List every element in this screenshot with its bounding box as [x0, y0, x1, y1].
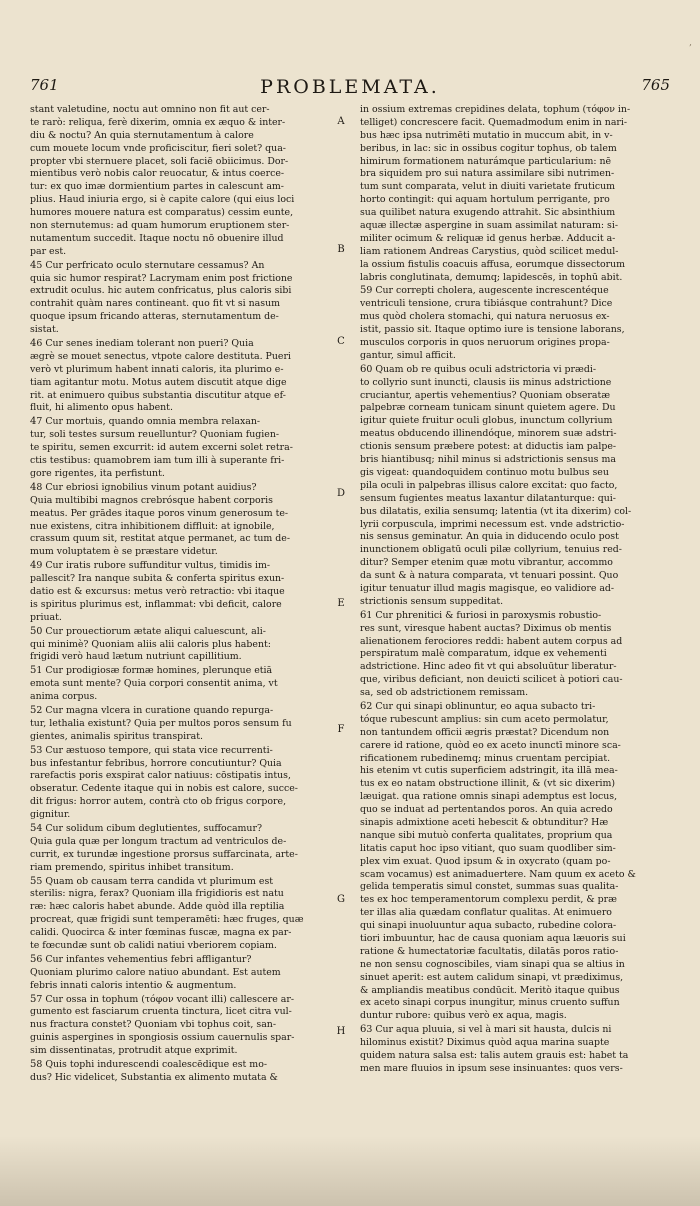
margin-letter: F: [337, 724, 345, 735]
text-line: tur, soli testes sursum reuelluntur? Quoniam fugien-: [30, 429, 280, 441]
text-line: himirum formationem naturámque particularium: nē: [360, 155, 612, 167]
text-line: priuat.: [30, 611, 62, 623]
page-shadow: [0, 1136, 700, 1206]
text-line: sinuet aperit: est autem calidum sinapi, vt prædiximus,: [360, 971, 624, 983]
text-line: calidi. Quocirca & inter fœminas fuscæ, magna ex par-: [30, 927, 292, 939]
text-line: 54 Cur solidum cibum deglutientes, suffocamur?: [30, 822, 262, 834]
text-line: que, viribus deficiant, non deuicti scilicet à potiori cau-: [360, 674, 623, 686]
text-line: datio est & excursus: metus verò retractio: vbi itaque: [30, 585, 285, 597]
text-line: gientes, animalis spiritus transpirat.: [30, 730, 203, 742]
text-line: men mare fluuios in ipsum sese insinuantes: quos vers-: [360, 1062, 623, 1074]
text-line: 47 Cur mortuis, quando omnia membra relaxan-: [30, 416, 261, 428]
text-line: sinapis admixtione aceti hebescit & obtunditur? Hæ: [360, 816, 609, 828]
text-line: contrahit quàm nares contineant. quo fit vt si nasum: [30, 298, 281, 310]
text-line: in ossium extremas crepidines delata, tophum (τόφον in-: [360, 104, 631, 115]
margin-letter: H: [336, 1026, 346, 1037]
text-line: alienationem ferociores reddi: habent autem corpus ad: [360, 635, 623, 647]
margin-letter: E: [337, 598, 345, 609]
text-line: nutamentum succedit. Itaque noctu nō obuenire illud: [30, 232, 284, 244]
text-line: bris hiantibusq; nihil minus si adstrictionis sensus ma: [360, 454, 616, 466]
text-line: par est.: [30, 245, 67, 257]
text-line: ter illas alia quædam conflatur qualitas. At enimuero: [360, 907, 612, 919]
text-line: cum mouete locum vnde proficiscitur, fieri solet? qua-: [30, 142, 286, 154]
left-text-column: [30, 104, 322, 1085]
text-line: tus ex eo natam obstructione illinit, & (vt sic dixerim): [360, 778, 616, 790]
text-line: læuigat. qua ratione omnis sinapi ademptus est locus,: [360, 791, 618, 803]
text-line: 61 Cur phrenitici & furiosi in paroxysmis robustio-: [360, 609, 602, 621]
text-line: riam premendo, spiritus inhibet transitum.: [30, 861, 234, 873]
text-line: mus quòd cholera stomachi, qui natura neruosus ex-: [360, 311, 610, 323]
text-line: 53 Cur æstuoso tempore, qui stata vice recurrenti-: [30, 744, 273, 756]
text-line: emota sunt mente? Quia corpori consentit anima, vt: [30, 678, 278, 690]
text-line: tes ex hoc temperamentorum complexu perdit, & præ: [360, 894, 617, 906]
text-line: 50 Cur prouectiorum ætate aliqui caluescunt, ali-: [30, 625, 266, 637]
text-line: Quoniam plurimo calore natiuo abundant. Est autem: [30, 966, 281, 978]
text-line: 57 Cur ossa in tophum (τόφον vocant illi) callescere ar-: [30, 993, 295, 1005]
text-line: 51 Cur prodigiosæ formæ homines, plerunque etiā: [30, 665, 273, 677]
text-line: aquæ illectæ aspergine in suam assimilat naturam: si-: [360, 220, 619, 232]
text-line: 48 Cur ebriosi ignobilius vinum potant auidius?: [30, 481, 257, 493]
text-line: bra siquidem pro sui natura assimilare sibi nutrimen-: [360, 168, 615, 180]
text-line: sistat.: [30, 324, 59, 336]
text-line: beribus, in lac: sic in ossibus cogitur tophus, ob talem: [360, 142, 617, 154]
text-line: strictionis sensum suppeditat.: [360, 595, 504, 607]
text-line: scam vocamus) est animaduertere. Nam quum ex aceto &: [360, 868, 636, 880]
text-line: frigidi verò haud lætum nutriunt capillitium.: [30, 651, 242, 663]
text-line: militer ocimum & reliquæ id genus herbæ. Adducit a-: [360, 232, 616, 244]
text-line: Quia gula quæ per longum tractum ad ventriculos de-: [30, 835, 287, 847]
text-line: his etenim vt cutis superficiem adstringit, ita illā mea-: [360, 765, 618, 777]
text-line: nanque sibi mutuò conferta qualitates, proprium qua: [360, 829, 613, 841]
text-line: plex vim exuat. Quod ipsum & in oxycrato (quam po-: [360, 855, 611, 867]
text-line: bus hæc ipsa nutrimēti mutatio in muccum abit, in v-: [360, 129, 613, 141]
text-line: hilominus existit? Diximus quòd aqua marina suapte: [360, 1037, 610, 1049]
left-page-number: 761: [30, 76, 59, 94]
text-line: gis vigeat: quandoquidem continuo motu bulbus seu: [360, 466, 609, 478]
text-line: gumento est fasciarum cruenta tinctura, licet citra vul-: [30, 1006, 292, 1018]
text-line: 52 Cur magna vlcera in curatione quando repurga-: [30, 704, 274, 716]
text-line: bus dilatatis, exilia sensumq; latentia (vt ita dixerim) col-: [360, 505, 632, 517]
text-line: non tantundem officii ægris præstat? Dicendum non: [360, 726, 610, 738]
text-line: ne non sensu cognoscibiles, viam sinapi qua se altius in: [360, 958, 625, 970]
text-line: tiam agitantur motu. Motus autem discutit atque dige: [30, 376, 287, 388]
text-line: pila oculi in palpebras illisus calore excitat: quo facto,: [360, 479, 618, 491]
text-line: carere id ratione, quòd eo ex aceto inunctī minore sca-: [360, 739, 621, 751]
text-line: inunctionem obligatū oculi pilæ collyrium, tenuius red-: [360, 544, 622, 556]
margin-letter: D: [336, 488, 346, 499]
text-line: tur, lethalia existunt? Quia per multos poros sensum fu: [30, 717, 292, 729]
text-line: dit frigus: horror autem, contrà cto ob frigus corpore,: [30, 796, 287, 808]
text-line: da sunt & à natura comparata, vt tenuari possint. Quo: [360, 570, 619, 582]
text-line: tiori imbuuntur, hac de causa quoniam aqua læuoris sui: [360, 933, 626, 944]
text-line: 49 Cur iratis rubore suffunditur vultus, timidis im-: [30, 560, 271, 572]
text-line: propter vbi sternuere placet, soli faciē obiicimus. Dor-: [30, 155, 289, 167]
text-line: is spiritus plurimus est, inflammat: vbi deficit, calore: [30, 598, 282, 610]
text-line: 55 Quam ob causam terra candida vt plurimum est: [30, 875, 274, 887]
text-line: istit, passio sit. Itaque optimo iure is tensione laborans,: [360, 324, 625, 336]
text-line: 63 Cur aqua pluuia, si vel à mari sit hausta, dulcis ni: [360, 1024, 612, 1036]
text-line: gore rigentes, ita perfistunt.: [30, 467, 165, 479]
text-line: Quia multibibi magnos crebrósque habent corporis: [30, 494, 273, 506]
text-line: tum sunt comparata, velut in diuiti varietate fruticum: [360, 181, 615, 193]
text-line: diu & noctu? An quia sternutamentum à calore: [30, 129, 254, 141]
text-line: ditur? Semper etenim quæ motu vibrantur, accommo: [360, 557, 613, 569]
text-line: stant valetudine, noctu aut omnino non fit aut cer-: [30, 104, 270, 115]
text-line: gignitur.: [30, 809, 71, 821]
text-line: mum voluptatem è se præstare videtur.: [30, 546, 218, 558]
text-line: 58 Quis tophi indurescendi coalescēdique est mo-: [30, 1059, 268, 1071]
text-line: quidem natura salsa est: talis autem grauis est: habet ta: [360, 1050, 629, 1062]
text-line: igitur tenuatur illud magis magisque, eo validiore ad-: [360, 582, 615, 594]
margin-letter: A: [337, 116, 345, 127]
text-line: ægrè se mouet senectus, vtpote calore destituta. Pueri: [30, 350, 291, 362]
text-line: lyrii corpuscula, imprimi necessum est. vnde adstrictio-: [360, 518, 625, 530]
text-line: anima corpus.: [30, 691, 98, 703]
text-line: te rarò: reliqua, ferè dixerim, omnia ex æquo & inter-: [30, 116, 286, 128]
text-line: plius. Haud iniuria ergo, si è capite calore (qui eius loci: [30, 194, 295, 206]
text-line: palpebræ corneam tunicam sinunt quietem agere. Du: [360, 402, 616, 414]
text-line: qui minimè? Quoniam aliis alii caloris plus habent:: [30, 638, 271, 650]
text-line: 46 Cur senes inediam tolerant non pueri? Quia: [30, 338, 254, 350]
page-header: [30, 76, 670, 102]
text-line: musculos corporis in quos neruorum origines propa-: [360, 337, 610, 349]
margin-letter: G: [337, 894, 345, 905]
text-line: ctis testibus: quamobrem iam tum illi à superante fri-: [30, 455, 285, 467]
text-line: meatus obducendo illinendóque, minorem suæ adstri-: [360, 428, 617, 440]
text-line: & ampliandis meatibus condūcit. Meritò itaque quibus: [360, 984, 620, 996]
text-line: 59 Cur correpti cholera, augescente increscentéque: [360, 285, 609, 297]
text-line: la ossium fistulis coacuis affusa, eorumque dissectorum: [360, 258, 626, 270]
text-line: extrudit oculus. hic autem confricatus, plus caloris sibi: [30, 285, 292, 297]
text-line: febris innati caloris intentio & augmentum.: [30, 979, 237, 991]
text-line: mientibus verò nobis calor reuocatur, & intus coerce-: [30, 168, 285, 180]
text-line: fluit, hi alimento opus habent.: [30, 402, 173, 414]
text-line: horto contingit: qui aquam hortulum perrigante, pro: [360, 194, 610, 206]
text-line: to collyrio sunt inuncti, clausis iis minus adstrictione: [360, 376, 612, 388]
text-line: duntur rubore: quibus verò ex aqua, magis.: [360, 1010, 567, 1022]
text-line: quoque ipsum fricando atteras, sternutamentum de-: [30, 311, 279, 323]
text-line: meatus. Per grādes itaque poros vinum generosum te-: [30, 507, 289, 519]
text-line: labris conglutinata, demumq; lapidescēs, in tophū abit.: [360, 271, 623, 283]
text-line: tóque rubescunt amplius: sin cum aceto permolatur,: [360, 713, 609, 725]
text-line: sterilis: nigra, ferax? Quoniam illa frigidioris est natu: [30, 888, 284, 900]
text-line: res sunt, viresque habent auctas? Diximus ob mentis: [360, 622, 612, 634]
text-line: guinis aspergines in spongiosis ossium cauernulis spar-: [30, 1032, 295, 1044]
text-line: gelida temperatis simul constet, summas suas qualita-: [360, 881, 619, 893]
text-line: ex aceto sinapi corpus inungitur, minus cruento suffun: [360, 997, 620, 1009]
text-line: ræ: hæc caloris habet abunde. Adde quòd illa reptilia: [30, 901, 285, 913]
text-line: te spiritu, semen excurrit: id autem excerni solet retra-: [30, 442, 293, 454]
text-line: adstrictione. Hinc adeo fit vt qui absoluūtur liberatur-: [360, 661, 617, 673]
text-line: humores mouere natura est comparatus) cessim eunte,: [30, 207, 294, 219]
text-line: tur: ex quo imæ dormientium partes in calescunt am-: [30, 181, 284, 193]
text-line: sensum fugientes meatus laxantur dilatanturque: qui-: [360, 492, 616, 504]
text-line: 62 Cur qui sinapi oblinuntur, eo aqua subacto tri-: [360, 700, 596, 712]
running-title: PROBLEMATA.: [260, 76, 440, 98]
text-line: nis sensus geminatur. An quia in diducendo oculo post: [360, 531, 619, 543]
text-line: ctionis sensum præbere potest: at diductis iam palpe-: [360, 441, 617, 453]
text-line: ratione & humectatoriæ facultatis, dilatās poros ratio-: [360, 945, 619, 957]
text-line: rarefactis poris exspirat calor natiuus: cōstipatis intus,: [30, 770, 291, 782]
text-line: quo se induat ad pertentandos poros. An quia acredo: [360, 804, 613, 816]
text-line: te fœcundæ sunt ob calidi natiui vberiorem copiam.: [30, 940, 277, 951]
text-line: pallescit? Ira nanque subita & conferta spiritus exun-: [30, 573, 285, 585]
text-line: ventriculi tensione, crura tibiásque contrahunt? Dice: [360, 298, 613, 310]
text-line: sim dissentinatas, protrudit atque exprimit.: [30, 1045, 238, 1057]
text-line: 45 Cur perfricato oculo sternutare cessamus? An: [30, 259, 265, 271]
text-line: nue existens, citra inhibitionem diffluit: at ignobile,: [30, 520, 275, 532]
text-line: igitur quiete fruitur oculi globus, inunctum collyrium: [360, 415, 613, 427]
text-line: nus fractura constet? Quoniam vbi tophus coit, san-: [30, 1019, 276, 1031]
text-line: procreat, quæ frigidi sunt temperamēti: hæc fruges, quæ: [30, 914, 304, 926]
text-line: sua quilibet natura exugendo attrahit. Sic absinthium: [360, 207, 616, 219]
text-line: 56 Cur infantes vehementius febri affligantur?: [30, 953, 252, 965]
text-line: gantur, simul afficit.: [360, 349, 456, 361]
text-line: litatis caput hoc ipso vitiant, quo suam quodliber sim-: [360, 842, 616, 854]
margin-letter: B: [337, 244, 345, 255]
text-line: obseratur. Cedente itaque qui in nobis est calore, succe-: [30, 783, 298, 795]
text-line: telliget) concrescere facit. Quemadmodum enim in nari-: [360, 116, 628, 128]
text-line: currit, ex turundæ ingestione prorsus suffarcinata, arte-: [30, 848, 298, 860]
text-line: rit. at enimuero quibus substantia discutitur atque ef-: [30, 389, 286, 401]
right-text-column: [360, 104, 652, 1076]
text-line: rificationem rubedinemq; minus cruentam percipiat.: [360, 752, 611, 764]
text-line: perspiratum malè comparatum, idque ex vehementi: [360, 648, 607, 660]
text-line: sa, sed ob adstrictionem remissam.: [360, 687, 529, 699]
text-line: cruciantur, apertis vehementius? Quoniam obseratæ: [360, 389, 611, 401]
text-line: quia sic humor respirat? Lacrymam enim post frictione: [30, 272, 293, 284]
text-line: crassum quum sit, restitat atque permanet, ac tum de-: [30, 533, 291, 545]
text-line: non sternutemus: ad quam humorum eruptionem ster-: [30, 220, 290, 232]
text-line: dus? Hic videlicet, Substantia ex alimento mutata &: [30, 1071, 278, 1083]
right-page-number: 765: [641, 76, 670, 94]
edge-mark: ,: [689, 38, 692, 48]
text-line: verò vt plurimum habent innati caloris, ita plurimo e-: [30, 363, 284, 375]
text-line: qui sinapi inuoluuntur aqua subacto, rubedine colora-: [360, 920, 617, 932]
text-line: 60 Quam ob re quibus oculi adstrictoria vi prædi-: [360, 363, 597, 375]
text-line: bus infestantur febribus, horrore concutiuntur? Quia: [30, 757, 282, 769]
margin-letter: C: [337, 336, 345, 347]
text-line: liam rationem Andreas Carystius, quòd scilicet medul-: [360, 245, 619, 257]
